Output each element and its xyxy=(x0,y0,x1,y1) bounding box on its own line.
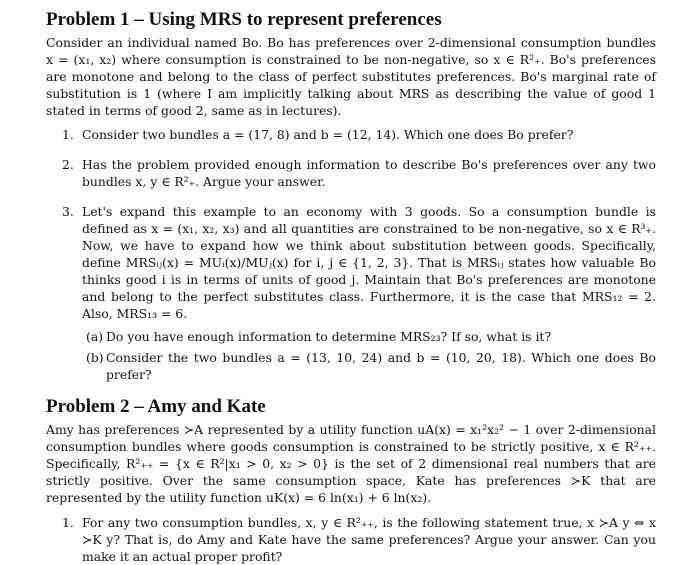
problem-2-items xyxy=(46,514,656,565)
problem-1-intro: Consider an individual named Bo. Bo has preferences over 2-dimensional consumption bundles x = (x₁, x₂) where consumption is constrained to be non-negative, so x ∈ R²₊. Bo's preferences are monotone and belong to the class of perfect substitutes preferences. Bo's marginal rate of substitution is 1 (where I am implicitly talking about MRS as describing the value of good 1 stated in terms of good 2, same as in lectures). xyxy=(46,35,656,118)
problem-1-item-1 xyxy=(46,126,656,143)
subitem-text: Do you have enough information to determine MRS₂₃? If so, what is it? xyxy=(106,329,552,344)
item-text: Has the problem provided enough information to describe Bo's preferences over any two bundles x, y ∈ R²₊. Argue your answer. xyxy=(82,157,656,189)
item-number: 2. xyxy=(62,157,74,172)
subitem-label: (a) xyxy=(86,329,104,344)
item-number: 1. xyxy=(62,515,74,530)
subitem-text: Consider the two bundles a = (13, 10, 24) and b = (10, 20, 18). Which one does Bo prefer? xyxy=(106,350,656,382)
item-text: Let's expand this example to an economy with 3 goods. So a consumption bundle is defined as x = (x₁, x₂, x₃) and all quantities are constrained to be non-negative, so x ∈ R³₊. Now, we have to expand how we think about substitution between goods. Specifically, define MRSᵢⱼ(x) = MUᵢ(x)/MUⱼ(x) for i, j ∈ {1, 2, 3}. That is MRSᵢⱼ states how valuable Bo thinks good i is in terms of units of good j. Maintain that Bo's preferences are monotone and belong to the perfect substitutes class. Furthermore, it is the case that MRS₁₂ = 2. Also, MRS₁₃ = 6. xyxy=(82,204,656,321)
problem-2-intro: Amy has preferences ≻A represented by a utility function uA(x) = x₁²x₂² − 1 over 2-dimensional consumption bundles where goods consumption is constrained to be strictly positive, x ∈ R²₊₊. Specifically, R²₊₊ = {x ∈ R²|x₁ > 0, x₂ > 0} is the set of 2 dimensional real numbers that are strictly positive. Over the same consumption space, Kate has preferences ≻K that are represented by the utility function uK(x) = 6 ln(x₁) + 6 ln(x₂). xyxy=(46,422,656,505)
problem-2 xyxy=(46,395,656,565)
problem-1-item-3 xyxy=(46,203,656,383)
problem-1-subitems xyxy=(82,328,656,383)
problem-1-title: Problem 1 – Using MRS to represent preferences xyxy=(46,9,442,30)
problem-2-title: Problem 2 – Amy and Kate xyxy=(46,396,266,417)
item-number: 1. xyxy=(62,127,74,142)
item-text: Consider two bundles a = (17, 8) and b = (12, 14). Which one does Bo prefer? xyxy=(82,127,574,142)
problem-1 xyxy=(46,8,656,383)
problem-1-item-2 xyxy=(46,156,656,190)
subitem-a xyxy=(82,328,656,345)
problem-2-item-1 xyxy=(46,514,656,565)
item-number: 3. xyxy=(62,204,74,219)
subitem-b xyxy=(82,349,656,383)
problem-1-items xyxy=(46,126,656,383)
item-text: For any two consumption bundles, x, y ∈ R²₊₊, is the following statement true, x ≻A y ⇔ x ≻K y? That is, do Amy and Kate have the same preferences? Argue your answer. Can you make it an actual proper profit? xyxy=(82,515,656,564)
subitem-label: (b) xyxy=(86,350,104,365)
